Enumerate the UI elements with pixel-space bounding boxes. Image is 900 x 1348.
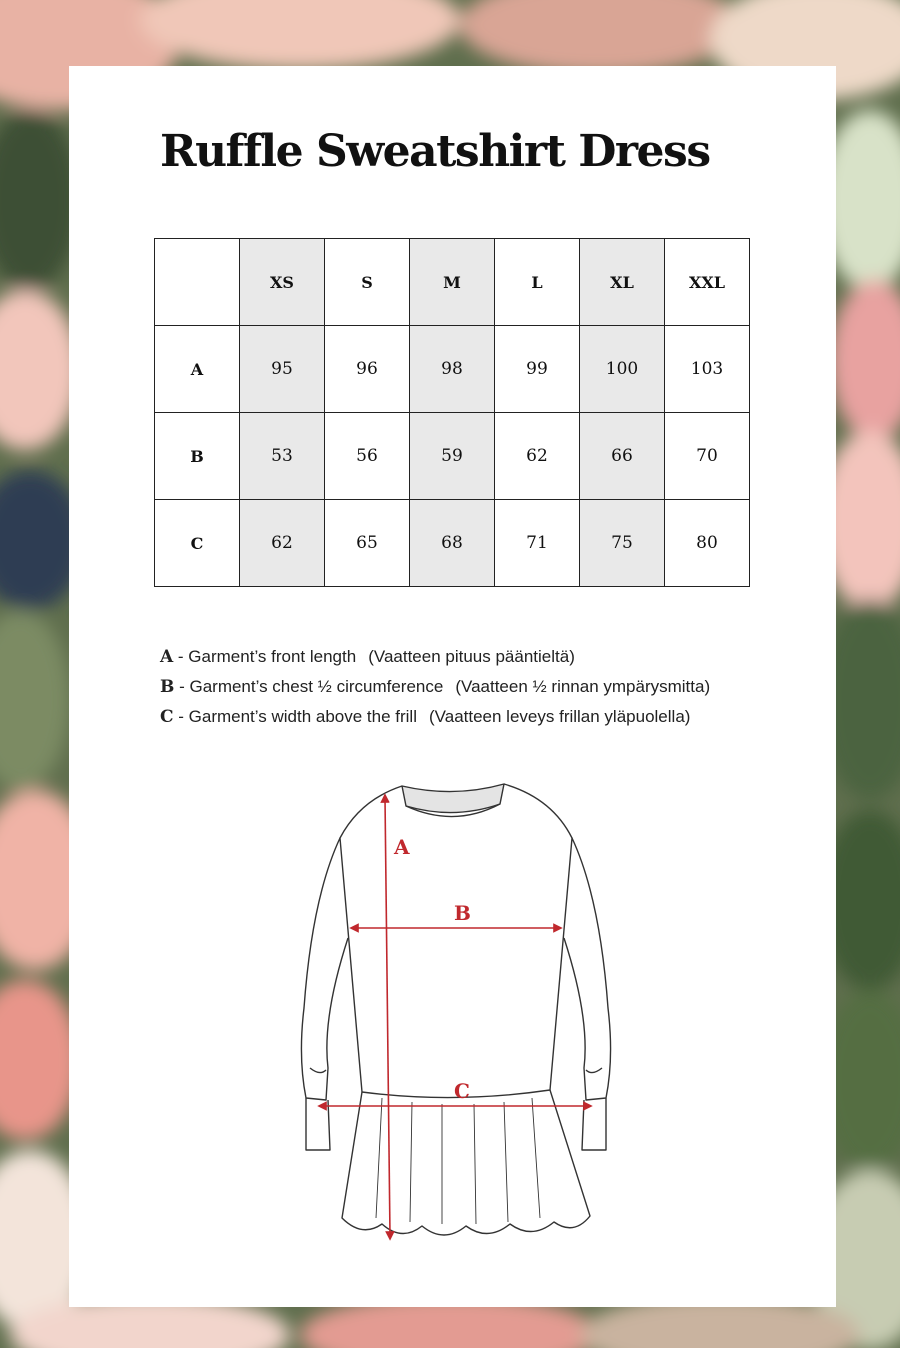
table-cell: 71 [495,500,580,587]
size-header-xl: XL [580,239,665,326]
table-cell: 66 [580,413,665,500]
legend-key: B [160,677,175,697]
row-label-b: B [155,413,240,500]
dress-sketch [282,768,622,1248]
size-header-l: L [495,239,580,326]
legend-text: - Garment’s width above the frill [173,707,417,726]
legend-key: C [160,707,174,727]
table-cell: 65 [325,500,410,587]
measure-label-b: B [454,901,471,925]
table-cell: 53 [240,413,325,500]
legend-key: A [160,647,174,667]
table-row [155,413,750,500]
product-title: Ruffle Sweatshirt Dress [160,126,710,177]
table-row [155,500,750,587]
size-header-xxl: XXL [665,239,750,326]
table-cell: 70 [665,413,750,500]
measure-label-a: A [394,835,410,859]
legend-translation: (Vaatteen pituus pääntieltä) [368,647,575,666]
legend-translation: (Vaatteen ½ rinnan ympärysmitta) [455,677,711,696]
table-cell: 62 [495,413,580,500]
measurement-lines [322,798,588,1236]
legend-item-b [160,672,710,702]
legend-item-a [160,642,710,672]
legend-translation: (Vaatteen leveys frillan yläpuolella) [429,707,691,726]
measurement-legend [160,642,710,732]
table-cell: 59 [410,413,495,500]
measure-line-a [385,798,390,1236]
table-cell: 95 [240,326,325,413]
table-cell: 75 [580,500,665,587]
dress-outline [301,784,610,1235]
size-header-s: S [325,239,410,326]
table-cell: 56 [325,413,410,500]
corner-cell [155,239,240,326]
table-cell: 99 [495,326,580,413]
table-cell: 68 [410,500,495,587]
table-cell: 80 [665,500,750,587]
legend-text: - Garment’s chest ½ circumference [174,677,444,696]
row-label-c: C [155,500,240,587]
legend-item-c [160,702,710,732]
table-cell: 103 [665,326,750,413]
size-chart-card [69,66,836,1307]
legend-text: - Garment’s front length [173,647,357,666]
table-cell: 100 [580,326,665,413]
row-label-a: A [155,326,240,413]
table-cell: 62 [240,500,325,587]
table-cell: 98 [410,326,495,413]
size-table [154,238,750,587]
measure-label-c: C [454,1079,470,1103]
size-header-row [155,239,750,326]
table-row [155,326,750,413]
size-header-m: M [410,239,495,326]
table-cell: 96 [325,326,410,413]
size-header-xs: XS [240,239,325,326]
